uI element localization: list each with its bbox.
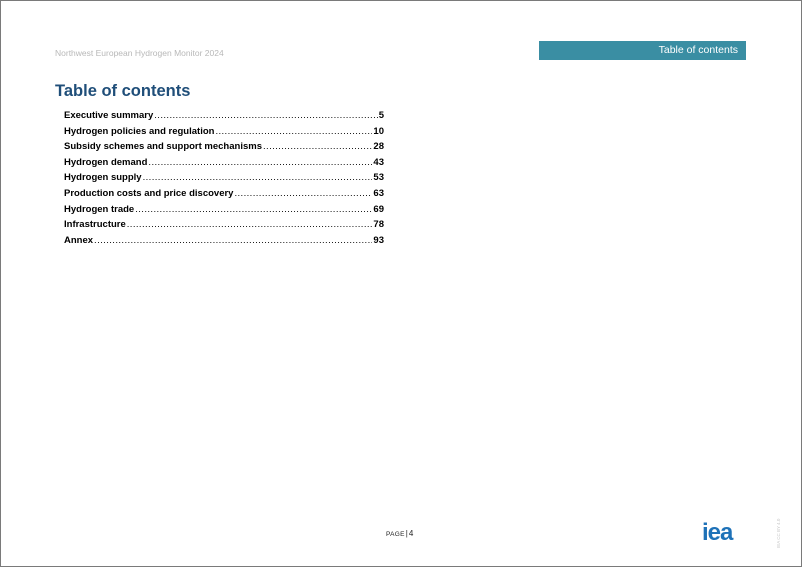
toc-entry[interactable]	[64, 188, 384, 204]
page-label: PAGE	[386, 531, 405, 538]
toc-entry[interactable]	[64, 126, 384, 142]
toc-entry-label: Hydrogen trade	[64, 203, 135, 215]
toc-entry-label: Hydrogen policies and regulation	[64, 125, 215, 137]
toc-leader-dots	[263, 141, 372, 152]
toc-entry-label: Annex	[64, 234, 94, 246]
toc-entry-label: Production costs and price discovery	[64, 187, 234, 199]
toc-leader-dots	[94, 235, 372, 246]
toc-entry[interactable]	[64, 219, 384, 235]
toc-entry-page: 93	[373, 234, 384, 246]
table-of-contents	[64, 110, 384, 250]
page-separator: |	[405, 529, 408, 538]
toc-leader-dots	[143, 172, 373, 183]
toc-entry[interactable]	[64, 172, 384, 188]
toc-leader-dots	[234, 188, 372, 199]
toc-entry-page: 63	[373, 187, 384, 199]
toc-entry-label: Executive summary	[64, 110, 154, 121]
report-title: Northwest European Hydrogen Monitor 2024	[55, 48, 224, 58]
page-number: 4	[408, 529, 414, 538]
toc-entry-page: 5	[378, 110, 384, 121]
page-indicator	[386, 529, 413, 538]
toc-entry-label: Hydrogen demand	[64, 156, 148, 168]
toc-entry-page: 43	[373, 156, 384, 168]
toc-entry-page: 69	[373, 203, 384, 215]
toc-entry[interactable]	[64, 235, 384, 251]
toc-entry-page: 53	[373, 172, 384, 184]
toc-leader-dots	[127, 219, 373, 230]
toc-entry[interactable]	[64, 157, 384, 173]
toc-entry-label: Infrastructure	[64, 219, 126, 231]
toc-entry-page: 78	[373, 219, 384, 231]
toc-leader-dots	[215, 126, 372, 137]
toc-entry-label: Hydrogen supply	[64, 172, 142, 184]
section-tab[interactable]: Table of contents	[539, 41, 746, 60]
toc-entry[interactable]	[64, 141, 384, 157]
page-title: Table of contents	[55, 82, 191, 100]
toc-entry-label: Subsidy schemes and support mechanisms	[64, 141, 262, 153]
toc-entry[interactable]	[64, 204, 384, 220]
toc-leader-dots	[135, 204, 372, 215]
toc-leader-dots	[154, 110, 377, 121]
iea-logo[interactable]: iea	[702, 519, 733, 546]
license-code: IEA CC BY 4.0	[776, 518, 781, 548]
toc-entry-page: 10	[373, 125, 384, 137]
toc-entry-page: 28	[373, 141, 384, 153]
toc-entry[interactable]	[64, 110, 384, 126]
toc-leader-dots	[148, 157, 372, 168]
